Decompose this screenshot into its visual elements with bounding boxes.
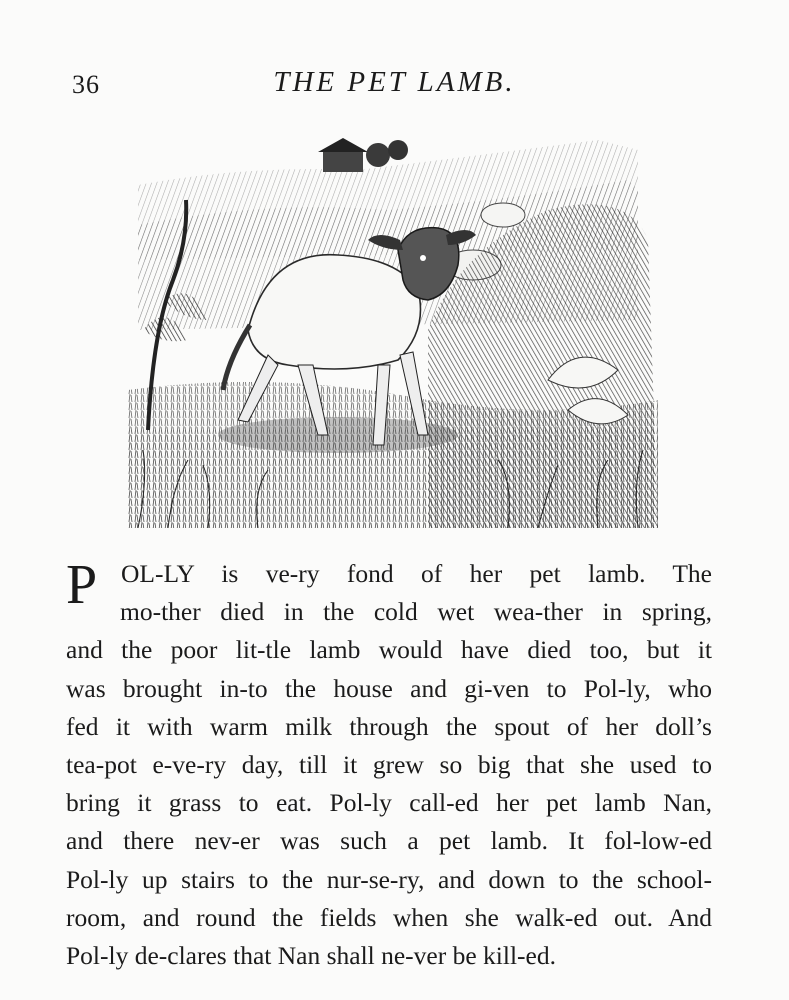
running-title: THE PET LAMB. — [273, 66, 516, 98]
story-line: fed it with warm milk through the spout of her doll’s — [66, 711, 712, 741]
lamb-illustration — [128, 130, 658, 528]
drop-cap: P — [66, 554, 98, 616]
story-text — [66, 555, 712, 975]
lamb-engraving-image — [128, 130, 658, 528]
story-line: room, and round the fields when she walk-ed out. And — [66, 902, 712, 932]
story-line: Pol-ly up stairs to the nur-se-ry, and down to the school- — [66, 864, 712, 894]
story-line: and there nev-er was such a pet lamb. It fol-low-ed — [66, 826, 712, 856]
page-number: 36 — [72, 70, 100, 99]
story-line: tea-pot e-ve-ry day, till it grew so big that she used to — [66, 750, 712, 780]
story-line: mo-ther died in the cold wet wea-ther in spring, — [120, 597, 712, 627]
story-line: bring it grass to eat. Pol-ly call-ed her pet lamb Nan, — [66, 788, 712, 818]
story-line: Pol-ly de-clares that Nan shall ne-ver be kill-ed. — [66, 941, 556, 971]
story-line: OL-LY is ve-ry fond of her pet lamb. The — [121, 559, 712, 588]
story-line: was brought in-to the house and gi-ven to Pol-ly, who — [66, 673, 712, 703]
story-line: and the poor lit-tle lamb would have died too, but it — [66, 635, 712, 665]
